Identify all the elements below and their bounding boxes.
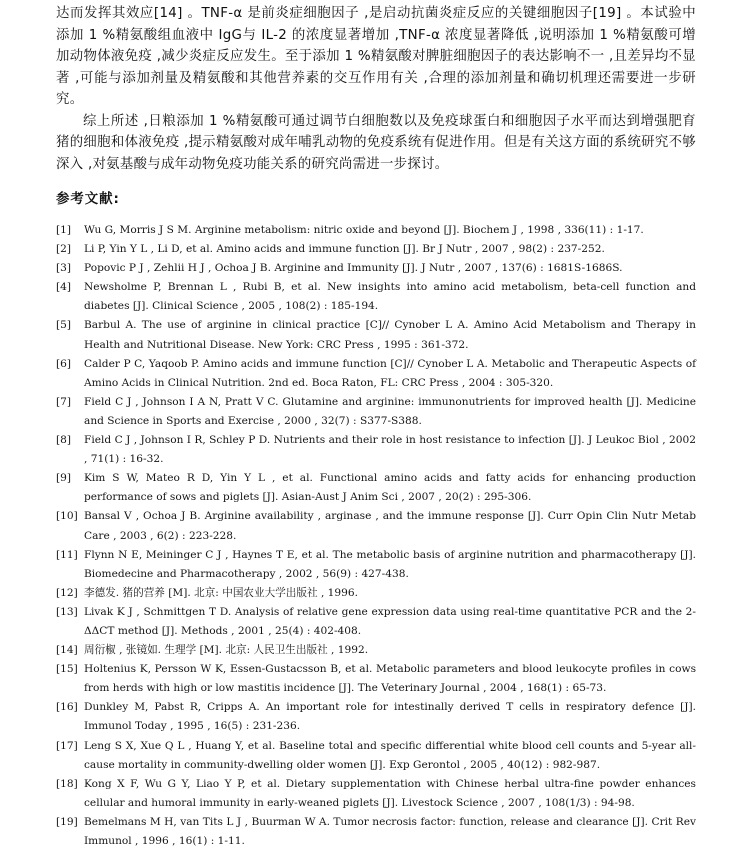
reference-item — [56, 355, 696, 393]
reference-item — [56, 393, 696, 431]
reference-item — [56, 259, 696, 278]
reference-number: [16] — [56, 701, 78, 714]
reference-item — [56, 469, 696, 507]
reference-number: [7] — [56, 395, 72, 408]
reference-number: [5] — [56, 319, 72, 332]
reference-text: Popovic P J , Zehlii H J , Ochoa J B. Arginine and Immunity [J]. J Nutr , 2007 , 137(6) : 1681S-1686S. — [84, 262, 623, 275]
references-heading: 参考文献: — [56, 192, 120, 207]
reference-item — [56, 278, 696, 316]
reference-item — [56, 240, 696, 259]
reference-item — [56, 584, 696, 603]
reference-number: [14] — [56, 644, 78, 657]
reference-text: Flynn N E, Meininger C J , Haynes T E, et al. The metabolic basis of arginine nutrition and pharmacotherapy [J]. Biomedecine and Pharmacotherapy , 2002 , 56(9) : 427-438. — [84, 548, 696, 580]
reference-number: [10] — [56, 510, 78, 523]
reference-item — [56, 507, 696, 545]
reference-text: Bansal V , Ochoa J B. Arginine availability , arginase , and the immune response [J]. Curr Opin Clin Nutr Metab Care , 2003 , 6(2) : 223-228. — [84, 510, 696, 542]
reference-number: [15] — [56, 663, 78, 676]
reference-text: Li P, Yin Y L , Li D, et al. Amino acids and immune function [J]. Br J Nutr , 2007 , 98(2) : 237-252. — [84, 243, 605, 256]
reference-number: [19] — [56, 815, 78, 828]
reference-text: 周衍椒 , 张镜如. 生理学 [M]. 北京: 人民卫生出版社 , 1992. — [84, 644, 369, 657]
reference-text: Barbul A. The use of arginine in clinical practice [C]// Cynober L A. Amino Acid Metabolism and Therapy in Health and Nutritional Disease. New York: CRC Press , 1995 : 361-372. — [84, 319, 696, 351]
body-paragraph: 综上所述 ,日粮添加 1 %精氨酸可通过调节白细胞数以及免疫球蛋白和细胞因子水平而达到增强肥育猪的细胞和体液免疫 ,提示精氨酸对成年哺乳动物的免疫系统有促进作用。但是有关这方面的系统研究不够深入 ,对氨基酸与成年动物免疫功能关系的研究尚需进一步探讨。 — [56, 113, 696, 172]
reference-number: [13] — [56, 605, 78, 618]
reference-number: [3] — [56, 262, 72, 275]
reference-number: [2] — [56, 243, 72, 256]
body-paragraph: 达而发挥其效应[14] 。TNF-α 是前炎症细胞因子 ,是启动抗菌炎症反应的关键细胞因子[19] 。本试验中添加 1 %精氨酸组血液中 IgG与 IL-2 的浓度显著增加 ,TNF-α 浓度显著降低 ,说明添加 1 %精氨酸可增加动物体液免疫 ,减少炎症反应发生。至于添加 1 %精氨酸对脾脏细胞因子的表达影响不一 ,且差异均不显著 ,可能与添加剂量及精氨酸和其他营养素的交互作用有关 ,合理的添加剂量和确切机理还需要进一步研究。 — [56, 6, 696, 107]
reference-item — [56, 775, 696, 813]
reference-text: Calder P C, Yaqoob P. Amino acids and immune function [C]// Cynober L A. Metabolic and Therapeutic Aspects of Amino Acids in Clinical Nutrition. 2nd ed. Boca Raton, FL: CRC Press , 2004 : 305-320. — [84, 357, 696, 389]
reference-item — [56, 431, 696, 469]
reference-item — [56, 813, 696, 851]
reference-number: [9] — [56, 472, 72, 485]
reference-text: Field C J , Johnson I A N, Pratt V C. Glutamine and arginine: immunonutrients for improved health [J]. Medicine and Science in Sports and Exercise , 2000 , 32(7) : S377-S388. — [84, 395, 696, 427]
reference-number: [12] — [56, 586, 78, 599]
reference-text: Holtenius K, Persson W K, Essen-Gustacsson B, et al. Metabolic parameters and blood leukocyte profiles in cows from herds with high or low mastitis incidence [J]. The Veterinary Journal , 2004 , 168(1) : 65-73. — [84, 663, 696, 695]
reference-text: Wu G, Morris J S M. Arginine metabolism: nitric oxide and beyond [J]. Biochem J , 1998 , 336(11) : 1-17. — [84, 224, 644, 236]
reference-item — [56, 737, 696, 775]
reference-text: Newsholme P, Brennan L , Rubi B, et al. New insights into amino acid metabolism, beta-cell function and diabetes [J]. Clinical Science , 2005 , 108(2) : 185-194. — [84, 281, 696, 313]
reference-text: Dunkley M, Pabst R, Cripps A. An important role for intestinally derived T cells in respiratory defence [J]. Immunol Today , 1995 , 16(5) : 231-236. — [84, 701, 696, 733]
reference-text: Field C J , Johnson I R, Schley P D. Nutrients and their role in host resistance to infection [J]. J Leukoc Biol , 2002 , 71(1) : 16-32. — [84, 434, 696, 466]
reference-text: Livak K J , Schmittgen T D. Analysis of relative gene expression data using real-time quantitative PCR and the 2-ΔΔCT method [J]. Methods , 2001 , 25(4) : 402-408. — [84, 605, 696, 637]
paper-page — [56, 0, 696, 851]
reference-item — [56, 316, 696, 354]
reference-text: Leng S X, Xue Q L , Huang Y, et al. Baseline total and specific differential white blood cell counts and 5-year all-cause mortality in community-dwelling older women [J]. Exp Gerontol , 2005 , 40(12) : 982-987. — [84, 739, 696, 771]
reference-number: [11] — [56, 548, 78, 561]
reference-item — [56, 603, 696, 641]
reference-number: [4] — [56, 281, 72, 294]
reference-item — [56, 660, 696, 698]
reference-text: Kim S W, Mateo R D, Yin Y L , et al. Functional amino acids and fatty acids for enhancing production performance of sows and piglets [J]. Asian-Aust J Anim Sci , 2007 , 20(2) : 295-306. — [84, 472, 696, 504]
reference-number: [8] — [56, 434, 72, 447]
reference-item — [56, 546, 696, 584]
reference-item — [56, 698, 696, 736]
reference-item — [56, 641, 696, 660]
reference-text: Bemelmans M H, van Tits L J , Buurman W A. Tumor necrosis factor: function, release and clearance [J]. Crit Rev Immunol , 1996 , 16(1) : 1-11. — [84, 815, 696, 847]
reference-number: [1] — [56, 224, 72, 236]
reference-text: 李德发. 猪的营养 [M]. 北京: 中国农业大学出版社 , 1996. — [84, 586, 359, 599]
reference-number: [18] — [56, 777, 78, 790]
reference-text: Kong X F, Wu G Y, Liao Y P, et al. Dietary supplementation with Chinese herbal ultra-fine powder enhances cellular and humoral immunity in early-weaned piglets [J]. Livestock Science , 2007 , 108(1/3) : 94-98. — [84, 777, 696, 809]
reference-number: [6] — [56, 357, 72, 370]
reference-number: [17] — [56, 739, 78, 752]
reference-list — [56, 221, 696, 851]
reference-item — [56, 221, 696, 240]
